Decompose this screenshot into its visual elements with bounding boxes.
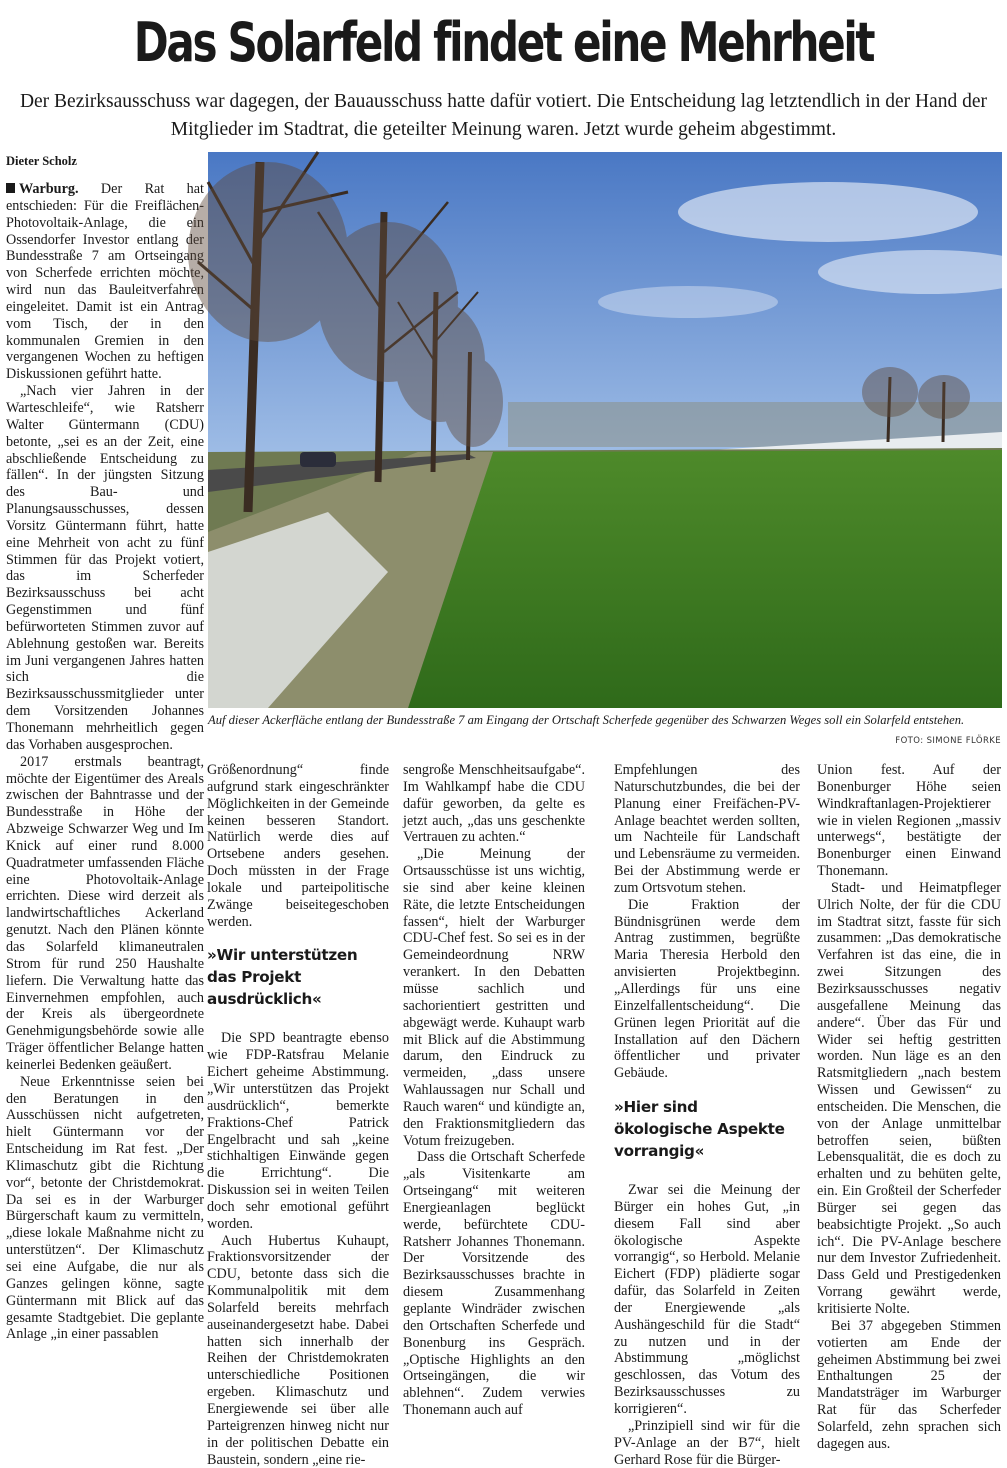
paragraph: „Die Meinung der Ortsausschüsse ist uns wichtig, sie sind aber keine kleinen Räte, die letzte Entscheidungen fassen“, hielt der Warburger CDU-Chef fest. So sei es in der Gemeindeordnung NRW verankert. In den Debatten müsse sachlich und sachorientiert gestritten und abgewägt werde. Kuhaupt warb mit Blick auf die Abstimmung darum, den Eindruck zu vermeiden, „dass unsere Wahlaussagen nur Schall und Rauch waren“ und kündigte an, den Fraktionsmitgliedern das Votum freizugeben. xyxy=(403,846,585,1149)
paragraph: „Nach vier Jahren in der Warteschleife“, wie Ratsherr Walter Güntermann (CDU) betonte, „sei es an der Zeit, eine abschließende Entscheidung zu fällen“. In der jüngsten Sitzung des Bau- und Planungsausschusses, dessen Vorsitz Güntermann führt, hatte eine Mehrheit von acht zu fünf Stimmen für das Projekt votiert, das im Scherfeder Bezirksausschuss bei acht Gegenstimmen und fünf befürworteten Stimmen zuvor auf Ablehnung gestoßen war. Bereits im Juni vergangenen Jahres hatten sich die Bezirksausschussmitglieder unter dem Vorsitzenden Johannes Thonemann mehrheitlich gegen das Vorhaben ausgesprochen. xyxy=(6,383,204,753)
paragraph-text: Der Rat hat entschieden: Für die Freiflächen-Photovoltaik-Anlage, die ein Ossendorfer Investor entlang der Bundesstraße 7 am Ortseingang von Scherfede errichten möchte, wird nun das Bauleitverfahren eingeleitet. Damit ist ein Antrag vom Tisch, der in den kommunalen Gremien in den vergangenen Wochen zu heftigen Diskussionen geführt hatte. xyxy=(6,181,204,383)
paragraph: Die SPD beantragte ebenso wie FDP-Ratsfrau Melanie Eichert geheime Abstimmung. „Wir unterstützen das Projekt ausdrücklich“, bemerkte Fraktions-Chef Patrick Engelbracht und sah „keine stichhaltigen Einwände gegen die Errichtung“. Die Diskussion sei in weiten Teilen doch sehr emotional geführt worden. xyxy=(207,1030,389,1232)
paragraph: Größenordnung“ finde aufgrund stark eingeschränkter Möglichkeiten in der Gemeinde keinen besseren Standort. Natürlich werde dies auf Ortsebene anders gesehen. Doch müssten in der Frage lokale und parteipolitische Zwänge beiseitegeschoben werden. xyxy=(207,762,389,930)
paragraph: Neue Erkenntnisse seien bei den Beratungen in den Ausschüssen nicht aufgetreten, hielt Güntermann vor der Entscheidung im Rat fest. „Der Klimaschutz gibt die Richtung vor“, betonte der Christdemokrat. Da sei es in der Warburger Bürgerschaft kaum zu vermitteln, „diese lokale Maßnahme nicht zu unterstützen“. Der Klimaschutz sei eine Aufgabe, die nur als Ganzes gelingen könne, sagte Güntermann mit Blick auf das gesamte Stadtgebiet. Die geplante Anlage „in einer passablen xyxy=(6,1073,204,1343)
paragraph: sengroße Menschheitsaufgabe“. Im Wahlkampf habe die CDU dafür geworben, da gelte es jetzt auch, „das uns geschenkte Vertrauen zu achten.“ xyxy=(403,762,585,846)
field-photo-image xyxy=(208,152,1002,708)
subheading-1: »Wir unterstützen das Projekt ausdrücklich« xyxy=(207,946,358,1009)
paragraph: Stadt- und Heimatpfleger Ulrich Nolte, der für die CDU im Stadtrat sitzt, fasste für sich zusammen: „Das demokratische Verfahren ist das eine, die in zwei Sitzungen des Bezirksausschusses negativ ausgefallene Meinung das andere“. Über das Für und Wider sei heftig gestritten worden. Nun läge es an den Ratsmitgliedern „nach bestem Wissen und Gewissen“ zu entscheiden. Die Menschen, die von der Anlage unmittelbar betroffen seien, büßten Lebensqualität, die es doch zu erhalten und zu behüten gelte, ein. Ein Großteil der Scherfeder Bürger sei gegen das beabsichtigte Projekt. „So auch ich“. Die PV-Anlage beschere nur dem Investor Zufriedenheit. Dass Geld und Prestigedenken Vorrang gewährt werde, kritisierte Nolte. xyxy=(817,879,1001,1317)
headline: Das Solarfeld findet eine Mehrheit xyxy=(133,11,874,74)
paragraph: Die Fraktion der Bündnisgrünen werde dem Antrag zustimmen, begrüßte Maria Theresia Herbold den anvisierten Projektbeginn. „Allerdings für uns eine Einzelfallentscheidung“. Die Grünen legen Priorität auf die Installation auf den Dächern öffentlicher und privater Gebäude. xyxy=(614,896,800,1082)
dateline: Warburg. xyxy=(19,181,79,197)
photo-caption: Auf dieser Ackerfläche entlang der Bundesstraße 7 am Eingang der Ortschaft Scherfede gegenüber des Schwarzen Weges soll ein Solarfeld entstehen. xyxy=(208,713,965,727)
paragraph: Bei 37 abgegeben Stimmen votierten am Ende der geheimen Abstimmung bei zwei Enthaltungen 25 der Mandatsträger im Warburger Rat für das Scherfeder Solarfeld, zehn sprachen sich dagegen aus. xyxy=(817,1317,1001,1452)
lead-paragraph xyxy=(6,181,204,383)
paragraph: 2017 erstmals beantragt, möchte der Eigentümer des Areals zwischen der Bahntrasse und der Bundesstraße in Höhe der Abzweige Schwarzer Weg und Im Knick auf einer rund 8.000 Quadratmeter umfassenden Fläche eine Photovoltaik-Anlage errichten. Diese wird derzeit als landwirtschaftliches Ackerland genutzt. Nach den Plänen könnte das Solarfeld klimaneutralen Strom für rund 250 Haushalte liefern. Die Verwaltung hatte das Einvernehmen empfohlen, auch der Kreis als übergeordnete Genehmigungsbehörde sowie alle Träger öffentlicher Belange hatten keinerlei Bedenken geäußert. xyxy=(6,753,204,1073)
paragraph: Dass die Ortschaft Scherfede „als Visitenkarte am Ortseingang“ mit weiteren Energieanlagen beglückt werde, befürchtete CDU-Ratsherr Johannes Thonemann. Der Vorsitzende des Bezirksausschusses brachte in diesem Zusammenhang geplante Windräder zwischen den Ortschaften Scherfede und Bonenburg ins Gespräch. „Optische Highlights an den Ortseingängen, die wir ablehnen“. Zudem verwies Thonemann auch auf xyxy=(403,1149,585,1419)
photo-credit: FOTO: SIMONE FLÖRKE xyxy=(895,736,1001,746)
paragraph: „Prinzipiell sind wir für die PV-Anlage an der B7“, hielt Gerhard Rose für die Bürger- xyxy=(614,1417,800,1468)
bullet-marker-icon xyxy=(6,183,15,193)
paragraph: Union fest. Auf der Bonenburger Höhe seien Windkraftanlagen-Projektierer wie in vielen Regionen „massiv unterwegs“, bestätigte der Bonenburger einen Einwand Thonemann. xyxy=(817,762,1001,880)
subheading-2: »Hier sind ökologische Aspekte vorrangig« xyxy=(614,1098,785,1161)
text-column-5 xyxy=(817,762,1001,1452)
paragraph: Empfehlungen des Naturschutzbundes, die bei der Planung einer Freifächen-PV-Anlage beachtet werden sollten, um Nachteile für Landschaft und Lebensräume zu vermeiden. Bei der Abstimmung werde er zum Ortsvotum stehen. xyxy=(614,762,800,896)
paragraph: Zwar sei die Meinung der Bürger ein hohes Gut, „in diesem Fall sind aber ökologische Aspekte vorrangig“, so Herbold. Melanie Eichert (FDP) plädierte sogar dafür, das Solarfeld in Zeiten der Energiewende „als Aushängeschild für die Stadt“ zu nutzen und in der Abstimmung „möglichst geschlossen, das Votum des Bezirksausschusses zu korrigieren“. xyxy=(614,1182,800,1417)
paragraph: Auch Hubertus Kuhaupt, Fraktionsvorsitzender der CDU, betonte dass sich die Kommunalpolitik mit dem Solarfeld bereits mehrfach auseinandergesetzt habe. Dabei hatten sich innerhalb der Reihen der Christdemokraten unterschiedliche Positionen ergeben. Klimaschutz und Energiewende sei über alle Parteigrenzen hinweg nicht nur in der politischen Debatte ein Baustein, sondern „eine rie- xyxy=(207,1232,389,1468)
author-byline: Dieter Scholz xyxy=(6,154,77,168)
field-photo xyxy=(208,152,1002,708)
text-column-4 xyxy=(614,762,800,1468)
text-column-1 xyxy=(6,181,204,1431)
text-column-3 xyxy=(403,762,585,1431)
text-column-2 xyxy=(207,762,389,1468)
subheadline: Der Bezirksausschuss war dagegen, der Bauausschuss hatte dafür votiert. Die Entscheidung lag letztendlich in der Hand der Mitglieder im Stadtrat, die geteilter Meinung waren. Jetzt wurde geheim abgestimmt. xyxy=(19,91,988,140)
